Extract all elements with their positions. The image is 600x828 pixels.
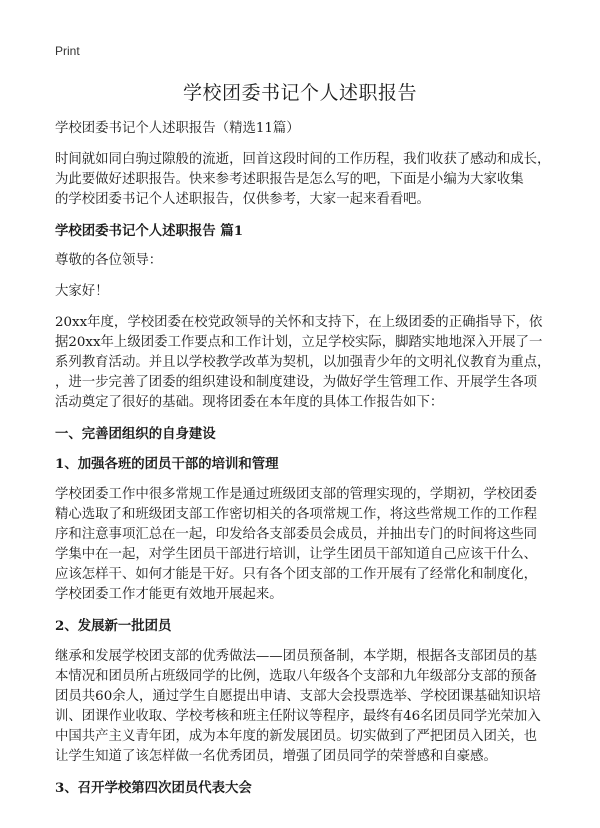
paragraph-line: 为此要做好述职报告。快来参考述职报告是怎么写的吧，下面是小编为大家收集 — [55, 172, 524, 187]
paragraph-line: 本情况和团员所占班级同学的比例，选取八年级各个支部和九年级部分支部的预备 — [55, 669, 538, 684]
paragraph-line: 系列教育活动。并且以学校教学改革为契机，以加强青少年的文明礼仪教育为重点， — [55, 355, 551, 370]
paragraph-line: 大家好！ — [55, 284, 109, 299]
paragraph-line: 团员共60余人，通过学生自愿提出申请、支部大会投票选举、学校团课基础知识培 — [55, 689, 541, 704]
paragraph-line: 训、团课作业收取、学校考核和班主任附议等程序，最终有46名团员同学光荣加入 — [55, 709, 541, 724]
paragraph-line: 序和注意事项汇总在一起，印发给各支部委员会成员，并抽出专门的时间将这些同 — [55, 527, 538, 542]
subtitle-line: 学校团委书记个人述职报告（精选11篇） — [55, 121, 300, 136]
paragraph-line: 活动奠定了很好的基础。现将团委在本年度的具体工作报告如下： — [55, 395, 444, 410]
print-label[interactable]: Print — [55, 44, 80, 58]
subsection-heading: 2、发展新一批团员 — [55, 618, 172, 634]
section-heading: 学校团委书记个人述职报告 篇1 — [55, 223, 244, 239]
paragraph-line: 应该怎样干、如何才能是干好。只有各个团支部的工作开展有了经常化和制度化， — [55, 567, 538, 582]
paragraph-line: 的学校团委书记个人述职报告，仅供参考，大家一起来看看吧。 — [55, 192, 430, 207]
paragraph-line: 20xx年度，学校团委在校党政领导的关怀和支持下，在上级团委的正确指导下，依 — [55, 315, 543, 330]
section-heading: 一、完善团组织的自身建设 — [55, 426, 216, 442]
subsection-heading: 3、召开学校第四次团员代表大会 — [55, 780, 252, 796]
paragraph-line: 中国共产主义青年团，成为本年度的新发展团员。切实做到了严把团员入团关，也 — [55, 729, 538, 744]
paragraph-line: 继承和发展学校团支部的优秀做法——团员预备制，本学期，根据各支部团员的基 — [55, 649, 538, 664]
paragraph-line: 时间就如同白驹过隙般的流逝，回首这段时间的工作历程，我们收获了感动和成长， — [55, 152, 551, 167]
paragraph-line: 精心选取了和班级团支部工作密切相关的各项常规工作，将这些常规工作的工作程 — [55, 507, 538, 522]
paragraph-line: 让学生知道了该怎样做一名优秀团员，增强了团员同学的荣誉感和自豪感。 — [55, 749, 497, 764]
subsection-heading: 1、加强各班的团员干部的培训和管理 — [55, 456, 279, 472]
document-title: 学校团委书记个人述职报告 — [182, 82, 417, 104]
paragraph-line: 学集中在一起，对学生团员干部进行培训，让学生团员干部知道自己应该干什么、 — [55, 547, 538, 562]
paragraph-line: 学校团委工作中很多常规工作是通过班级团支部的管理实现的，学期初，学校团委 — [55, 487, 538, 502]
paragraph-line: 尊敬的各位领导： — [55, 253, 163, 268]
paragraph-line: 据20xx年上级团委工作要点和工作计划，立足学校实际，脚踏实地地深入开展了一 — [55, 335, 543, 350]
paragraph-line: ，进一步完善了团委的组织建设和制度建设，为做好学生管理工作、开展学生各项 — [55, 375, 538, 390]
paragraph-line: 学校团委工作才能更有效地开展起来。 — [55, 587, 283, 602]
